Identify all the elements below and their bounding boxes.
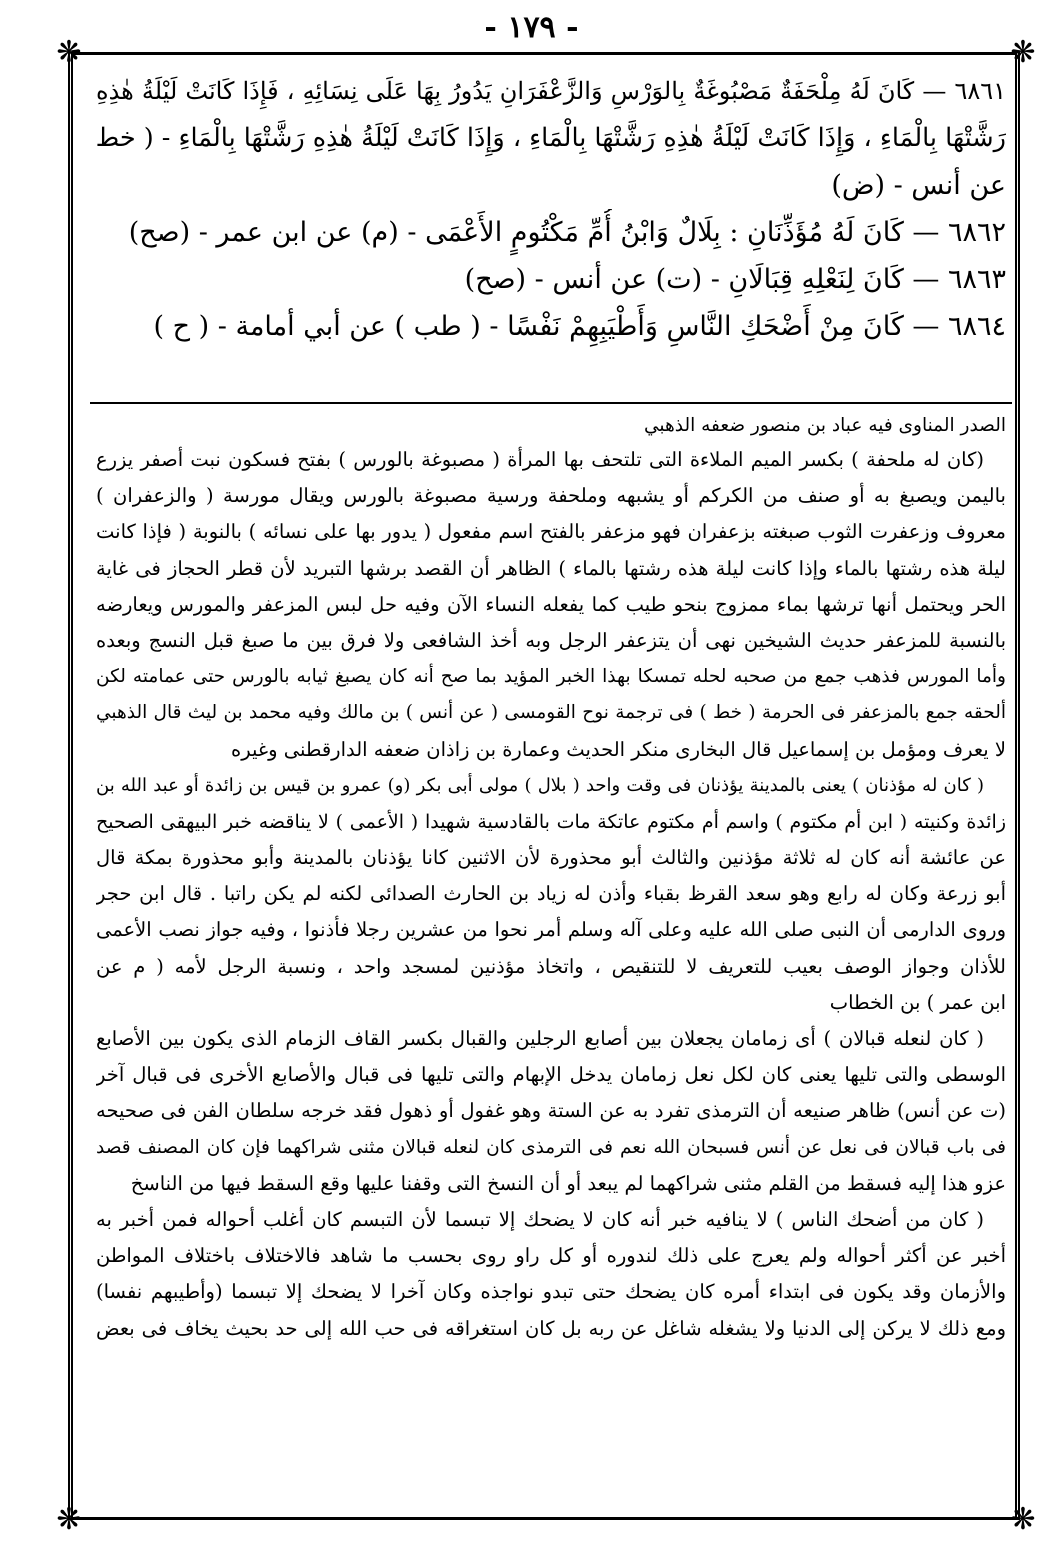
- commentary-line: زائدة وكنيته ( ابن أم مكتوم ) واسم أم مكتوم عاتكة مات بالقادسية شهيدا ( الأعمى ) لا يناقضه خبر البيهقى الصحيح: [96, 810, 1006, 833]
- commentary-line: الحر ويحتمل أنها ترشها بماء ممزوج بنحو طيب كما يفعله النساء الآن وفيه حل لبس المزعفر والمورس ويعارضه: [96, 592, 1006, 616]
- commentary-line: بالنسبة للمزعفر حديث الشيخين نهى أن يتزعفر الرجل وبه أخذ الشافعى ولا فرق بين ما صبغ قبل النسج وبعده: [96, 628, 1006, 652]
- commentary-line: فى باب قبالان فى نعل عن أنس فسبحان الله نعم فى الترمذى كان لنعله قبالان مثنى شراكهما فإن كان المصنف قصد: [96, 1136, 1006, 1158]
- section-divider: [90, 402, 1012, 404]
- commentary-line: للأذان وجواز الوصف بعيب للتعريف لا للتنقيص ، واتخاذ مؤذنين لمسجد واحد ، ونسبة الرجل لأمه ( م عن: [96, 954, 1006, 978]
- hadith-text-block: [96, 68, 1006, 350]
- commentary-line: أخبر عن أكثر أحواله ولم يعرج على ذلك لندوره أو كل راو روى بحسب ما شاهد فالاختلاف باختلاف المواطن: [96, 1244, 1006, 1268]
- commentary-line: معروف وزعفرت الثوب صبغته بزعفران فهو مزعفر بالفتح اسم مفعول ( يدور بها على نسائه ) بالنوبة ( فإذا كانت: [96, 520, 1006, 544]
- commentary-line: وأما المورس فذهب جمع من صحبه لحله تمسكا بهذا الخبر المؤيد بما صح أنه كان يصبغ ثيابه بالورس حتى عمامته لكن: [96, 666, 1006, 688]
- corner-ornament-icon: ❋: [1010, 1502, 1036, 1537]
- hadith-6861-line-1: ٦٨٦١ — كَانَ لَهُ مِلْحَفَةٌ مَصْبُوغَةٌ بِالوَرْسِ وَالزَّعْفَرَانِ يَدُورُ بِهَا عَلَى نِسَائِهِ ، فَإِذَا كَانَتْ لَيْلَةُ هٰذِهِ: [96, 77, 1006, 105]
- commentary-line: ليلة هذه رشتها بالماء وإذا كانت ليلة هذه رشتها بالماء ) الظاهر أن القصد برشها التبريد لأن قطر الحجاز فى غاية: [96, 556, 1006, 580]
- commentary-line: (كان له ملحفة ) بكسر الميم الملاءة التى تلتحف بها المرأة ( مصبوغة بالورس ) بفتح فسكون نبت أصفر يزرع: [96, 448, 984, 471]
- commentary-block: [96, 410, 1006, 1347]
- commentary-line: ألحقه جمع بالمزعفر فى الحرمة ( خط ) فى ترجمة نوح القومسى ( عن أنس ) بن مالك وفيه محمد بن ليث قال الذهبي: [96, 702, 1006, 724]
- commentary-line: ( كان لنعله قبالان ) أى زمامان يجعلان بين أصابع الرجلين والقبال بكسر القاف الزمام الذى يكون بين الأصابع: [96, 1027, 984, 1050]
- commentary-line: عزو هذا إليه فسقط من القلم مثنى شراكهما لم يبعد أو أن النسخ التى وقفنا عليها وقع السقط فيها من الناسخ: [130, 1171, 1006, 1195]
- commentary-line: أبو زرعة وكان له رابع وهو سعد القرظ بقباء وأذن له زياد بن الحارث الصدائى لكنه لم يكن راتبا . قال ابن حجر: [96, 882, 1006, 906]
- commentary-line: عن عائشة أنه كان له ثلاثة مؤذنين والثالث أبو محذورة لأن الاثنين كانا يؤذنان بالمدينة وأبو محذورة بمكة قال: [96, 846, 1006, 870]
- page-number: - ١٧٩ -: [484, 10, 579, 45]
- commentary-line: ( كان له مؤذنان ) يعنى بالمدينة يؤذنان فى وقت واحد ( بلال ) مولى أبى بكر (و) عمرو بن قيس بن زائدة أو عبد الله بن: [96, 774, 984, 796]
- commentary-line: (ت عن أنس) ظاهر صنيعه أن الترمذى تفرد به عن الستة وهو غفول أو ذهول فقد خرجه سلطان الفن فى صحيحه: [96, 1099, 1006, 1123]
- commentary-line: وروى الدارمى أن النبى صلى الله عليه وعلى آله وسلم أمر نحوا من عشرين رجلا فأذنوا ، وفيه جواز نصب الأعمى: [96, 918, 1006, 942]
- commentary-line: باليمن ويصبغ به أو صنف من الكركم أو يشبهه وملحفة ورسية مصبوغة بالورس ويقال مورسة ( والزعفران ): [96, 484, 1006, 508]
- hadith-6864: ٦٨٦٤ — كَانَ مِنْ أَضْحَكِ النَّاسِ وَأَطْيَبِهِمْ نَفْسًا - ( طب ) عن أبي أمامة - ( ح ): [153, 311, 1006, 342]
- commentary-line: لا يعرف ومؤمل بن إسماعيل قال البخارى منكر الحديث وعمارة بن زاذان ضعفه الدارقطنى وغيره: [231, 737, 1006, 761]
- commentary-line: والأزمان وقد يكون فى ابتداء أمره كان يضحك حتى تبدو نواجذه وكان آخرا لا يضحك إلا تبسما (وأطيبهم نفسا): [96, 1280, 1006, 1304]
- hadith-6863: ٦٨٦٣ — كَانَ لِنَعْلِهِ قِبَالَانِ - (ت) عن أنس - (صح): [464, 264, 1006, 295]
- hadith-6862: ٦٨٦٢ — كَانَ لَهُ مُؤَذِّنَانِ : بِلَالٌ وَابْنُ أُمِّ مَكْتُومٍ الأَعْمَى - (م) عن ابن عمر - (صح): [128, 217, 1006, 248]
- commentary-line: ابن عمر ) بن الخطاب: [829, 990, 1006, 1014]
- corner-ornament-icon: ❋: [56, 35, 82, 70]
- commentary-line: الوسطى والتى تليها يعنى كان لكل نعل زمامان يدخل الإبهام والتى تليها فى قبال والأصابع الأخرى فى قبال آخر: [96, 1063, 1006, 1087]
- commentary-line: الصدر المناوى فيه عباد بن منصور ضعفه الذهبي: [644, 415, 1006, 436]
- corner-ornament-icon: ❋: [56, 1502, 82, 1537]
- commentary-line: ومع ذلك لا يركن إلى الدنيا ولا يشغله شاغل عن ربه بل كان استغراقه فى حب الله إلى حد بحيث يخاف فى بعض: [96, 1316, 1006, 1340]
- corner-ornament-icon: ❋: [1010, 35, 1036, 70]
- commentary-line: ( كان من أضحك الناس ) لا ينافيه خبر أنه كان لا يضحك إلا تبسما لأن التبسم كان أغلب أحواله فمن أخبر به: [96, 1207, 984, 1231]
- hadith-6861-line-2: رَشَّتْهَا بِالْمَاءِ ، وَإِذَا كَانَتْ لَيْلَةُ هٰذِهِ رَشَّتْهَا بِالْمَاءِ ، وَإِذَا كَانَتْ لَيْلَةُ هٰذِهِ رَشَّتْهَا بِالْمَاءِ - ( خط: [96, 123, 1006, 153]
- hadith-6861-line-3: عن أنس - (ض): [831, 170, 1006, 201]
